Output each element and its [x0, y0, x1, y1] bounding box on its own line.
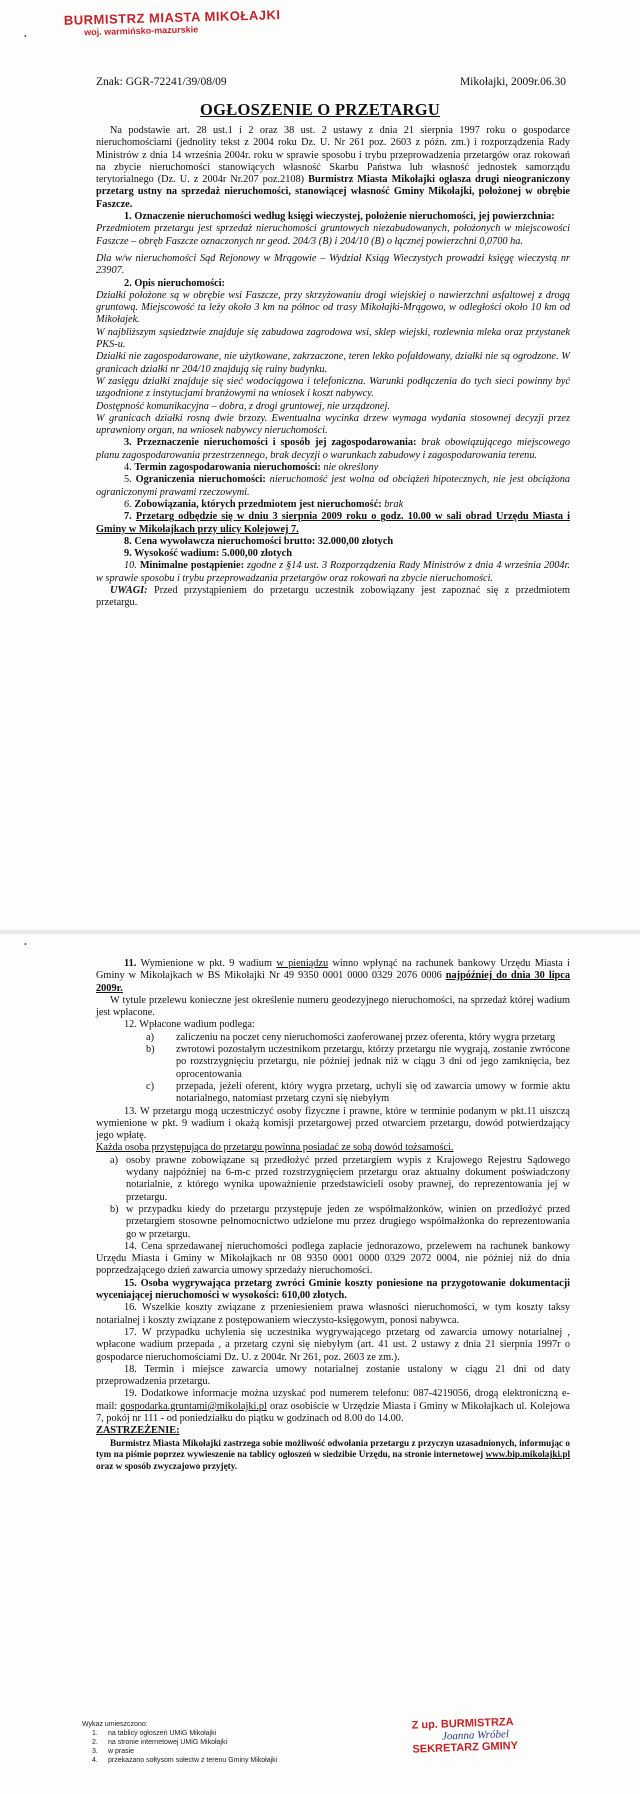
list-item: a) zaliczeniu na poczet ceny nieruchomości zaoferowanej przez oferenta, który wygra przetarg — [146, 1031, 556, 1043]
section-8: 8. Cena wywoławcza nieruchomości brutto: 32.000,00 złotych — [124, 535, 394, 547]
section-1-land-register: Dla w/w nieruchomości Sąd Rejonowy w Mrągowie – Wydział Ksiąg Wieczystych prowadzi księgę wieczystą nr 23907. — [96, 252, 570, 277]
bip-link[interactable]: www.bip.mikolajki.pl — [485, 1449, 571, 1460]
list-item: c) przepada, jeżeli oferent, który wygra przetarg, uchyli się od zawarcia umowy w formie aktu notarialnego, natomiast przetarg czyni się niebyłym — [146, 1080, 570, 1105]
signature-title: SEKRETARZ GMINY — [412, 1739, 519, 1756]
section-3: 3. Przeznaczenie nieruchomości i sposób jej zagospodarowania: brak obowiązującego miejscowego planu zagospodarowania przestrzennego, brak decyzji o warunkach zabudowy i zagospodarowania terenu. — [96, 437, 571, 461]
distribution-list-heading: Wykaz umieszczono: — [82, 1721, 148, 1728]
signature-line-1: Z up. BURMISTRZA — [411, 1716, 514, 1732]
stamp-line-1: BURMISTRZ MIASTA MIKOŁAJKI — [63, 7, 281, 28]
section-2-para: Działki położone są w obrębie wsi Faszcze, przy skrzyżowaniu drogi wiejskiej o nawierzchni asfaltowej z drogą gruntową. Miejscowość ta leży około 3 km na północ od trasy Mikołajki-Mrągowo, w odległości około 10 km od Mikołajek. — [96, 289, 570, 326]
section-2-para: Działki nie zagospodarowane, nie użytkowane, zakrzaczone, teren lekko pofałdowany, działki nie są ogrodzone. W granicach działki nr 204/10 znajdują się ruiny budynku. — [96, 351, 570, 375]
place-date: Mikołajki, 2009r.06.30 — [459, 76, 566, 88]
section-13: 13. W przetargu mogą uczestniczyć osoby fizyczne i prawne, które w terminie podanym w pkt.11 uiszczą wymienione w pkt. 9 wadium i okażą komisji przetargowej przed otwarciem przetargu, dowód potwierdzający jego wpłatę. — [96, 1105, 570, 1142]
signature-name: Joanna Wróbel — [441, 1728, 510, 1743]
reference-number: Znak: GGR-72241/39/08/09 — [96, 76, 227, 88]
office-stamp — [64, 7, 281, 39]
reservation-text: Burmistrz Miasta Mikołajki zastrzega sobie możliwość odwołania przetargu z przyczyn uzasadnionych, informując o tym na piśmie poprzez wywieszenie na tablicy ogłoszeń w siedzibie Urzędu, na stronie internetowej www.bip.mikolajki.pl oraz w sposób zwyczajowo przyjęty. — [96, 1437, 571, 1471]
section-15: 15. Osoba wygrywająca przetarg zwróci Gminie koszty poniesione na przygotowanie dokumentacji wyceniającej nieruchomości w wysokości: 610,00 złotych. — [96, 1277, 571, 1302]
section-5: 5. Ograniczenia nieruchomości: nieruchomość jest wolna od obciążeń hipotecznych, nie jest obciążona ograniczonymi prawami rzeczowymi. — [96, 474, 571, 498]
page-2-content — [96, 958, 570, 1472]
section-14: 14. Cena sprzedawanej nieruchomości podlega zapłacie jednorazowo, przelewem na rachunek bankowy Urzędu Miasta i Gminy w Mikołajkach nr 08 9350 0001 0000 0329 2072 0004, nie później niż do dnia poprzedzającego dzień zawarcia umowy sprzedaży nieruchomości. — [96, 1240, 570, 1277]
section-17: 17. W przypadku uchylenia się uczestnika wygrywającego przetarg od zawarcia umowy notarialnej , wpłacone wadium przepada , a przetarg czyni się niebyłym (art. 41 ust. 2 ustawy z dnia 21 sierpnia 1997r o gospodarce nieruchomościami Dz. U. z 2004r. Nr 261, poz. 2603 ze zm.). — [96, 1326, 571, 1363]
reservation-heading: ZASTRZEŻENIE: — [96, 1425, 180, 1437]
section-11: 11. Wymienione w pkt. 9 wadium w pieniądzu winno wpłynąć na rachunek bankowy Urzędu Miasta i Gminy w Mikołajkach w BS Mikołajki Nr 49 9350 0001 0000 0329 2076 0006 najpóźniej do dnia 30 lipca 2009r. — [96, 958, 571, 994]
list-item: 4. przekazano sołtysom sołectw z terenu Gminy Mikołajki — [92, 1757, 278, 1764]
section-16: 16. Wszelkie koszty związane z przeniesieniem prawa własności nieruchomości, w tym koszty taksy notarialnej i koszty związane z postępowaniem wieczysto-księgowym, ponosi nabywca. — [96, 1302, 571, 1326]
section-7: 7. Przetarg odbędzie się w dniu 3 sierpnia 2009 roku o godz. 10.00 w sali obrad Urzędu Miasta i Gminy w Mikołajkach przy ulicy Kolejowej 7. — [96, 511, 571, 535]
section-19: 19. Dodatkowe informacje można uzyskać pod numerem telefonu: 087-4219056, drogą elektroniczną e-mail: gospodarka.gruntami@mikolajki.pl oraz osobiście w Urzędzie Miasta i Gminy w Mikołajkach ul. Kolejowa 7, pokój nr 111 - od poniedziałku do piątku w godzinach od 8.00 do 14.00. — [96, 1388, 571, 1424]
section-18: 18. Termin i miejsce zawarcia umowy notarialnej zostanie ustalony w ciągu 21 dni od daty przeprowadzenia przetargu. — [96, 1363, 571, 1388]
list-item: a) osoby prawne zobowiązane są przedłożyć przed przetargiem wypis z Krajowego Rejestru Sądowego wydany najpóźniej na 6-m-c przed rozstrzygnięciem przetargu oraz aktualny dokument poświadczony notarialnie, z którego wynika upoważnienie przedstawicieli osoby prawnej, do reprezentowania jej w przetargu. — [110, 1154, 570, 1203]
section-10: 10. Minimalne postąpienie: zgodne z §14 ust. 3 Rozporządzenia Rady Ministrów z dnia 4 września 2004r. w sprawie sposobu i trybu przeprowadzania przetargów oraz rokowań na zbycie nieruchomości. — [96, 560, 571, 584]
section-12-heading: 12. Wpłacone wadium podlega: — [124, 1019, 255, 1031]
section-6: 6. Zobowiązania, których przedmiotem jest nieruchomość: brak — [124, 498, 404, 510]
section-2-para: W zasięgu działki znajduje się sieć wodociągowa i telefoniczna. Warunki podłączenia do tych sieci powinny być uzgodnione z instytucjami branżowymi na wniosek i koszt nabywcy. — [96, 375, 570, 400]
signature-stamp — [411, 1714, 562, 1755]
section-2-para: W najbliższym sąsiedztwie znajduje się zabudowa zagrodowa wsi, sklep wiejski, rozlewnia mleka oraz przystanek PKS-u. — [96, 326, 570, 351]
section-2-para: Dostępność komunikacyjna – dobra, z drogi gruntowej, nie urządzonej. — [96, 400, 390, 412]
section-9: 9. Wysokość wadium: 5.000,00 złotych — [124, 548, 292, 560]
list-item: 1. na tablicy ogłoszeń UMiG Mikołajki — [92, 1730, 217, 1737]
section-13-id-note: Każda osoba przystępująca do przetargu powinna posiadać ze sobą dowód tożsamości. — [96, 1142, 454, 1154]
section-2-para: W granicach działki rosną dwie brzozy. Ewentualna wycinka drzew wymaga wydania stosownej decyzji przez uprawniony organ, na wniosek nabywcy nieruchomości. — [96, 412, 570, 437]
page-1-content — [96, 125, 570, 610]
document-title: OGŁOSZENIE O PRZETARGU — [199, 100, 441, 119]
remarks: UWAGI: Przed przystąpieniem do przetargu uczestnik zobowiązany jest zapoznać się z przedmiotem przetargu. — [96, 584, 570, 609]
distribution-list — [82, 1720, 277, 1765]
section-1-text: Przedmiotem przetargu jest sprzedaż nieruchomości gruntowych niezabudowanych, położonych w miejscowości Faszcze – obręb Faszcze oznaczonych nr geod. 204/3 (B) i 204/10 (B) o łącznej powierzchni 0,0700 ha. — [96, 223, 570, 247]
list-item: b) w przypadku kiedy do przetargu przystępuje jeden ze współmałżonków, winien on przedłożyć przed przetargiem stosowne pełnomocnictwo udzielone mu przez drugiego współmałżonka do reprezentowania go w przetargu. — [110, 1203, 570, 1240]
section-2-heading: 2. Opis nieruchomości: — [124, 277, 225, 289]
intro-paragraph — [96, 125, 570, 211]
section-4: 4. Termin zagospodarowania nieruchomości: nie określony — [124, 462, 379, 474]
punch-mark: • — [24, 32, 27, 41]
document-header — [96, 76, 566, 88]
page-2 — [0, 934, 640, 1794]
intro-text: Na podstawie art. 28 ust.1 i 2 oraz 38 ust. 2 ustawy z dnia 21 sierpnia 1997 roku o gospodarce nieruchomościami (jednolity tekst z 2004 roku Dz. U. Nr 261 poz. 2603 z późn. zm.) i rozporządzenia Rady Ministrów z dnia 14 września 2004r. roku w sprawie sposobu i trybu przeprowadzenia przetargów oraz rokowań na zbycie nieruchomości stanowiących własność Skarbu Państwa lub własność jednostek samorządu terytorialnego (Dz. U. z 2004r Nr.207 poz.2108) — [96, 125, 570, 186]
section-1-heading: 1. Oznaczenie nieruchomości według księgi wieczystej, położenie nieruchomości, jej powierzchnia: — [124, 211, 555, 223]
section-11-note: W tytule przelewu konieczne jest określenie numeru geodezyjnego nieruchomości, na sprzedaż której wadium jest wpłacone. — [96, 994, 570, 1019]
punch-mark: • — [24, 940, 27, 949]
list-item: 2. na stronie internetowej UMiG Mikołajki — [92, 1739, 228, 1746]
list-item: b) zwrotowi pozostałym uczestnikom przetargu, którzy przetargu nie wygrają, zostanie zwrócone po rozstrzygnięciu przetargu, nie później jednak niż w ciągu 3 dni od jego zamknięcia, bez oprocentowania — [146, 1044, 570, 1080]
stamp-line-2: woj. warmińsko-mazurskie — [84, 24, 199, 38]
list-item: 3. w prasie — [92, 1748, 135, 1755]
intro-announcement: Burmistrz Miasta Mikołajki ogłasza drugi nieograniczony przetarg ustny na sprzedaż nieruchomości, stanowiącej własność Gminy Mikołajki, położonej w obrębie Faszcze. — [96, 174, 571, 210]
email-link[interactable]: gospodarka.gruntami@mikolajki.pl — [120, 1400, 267, 1412]
